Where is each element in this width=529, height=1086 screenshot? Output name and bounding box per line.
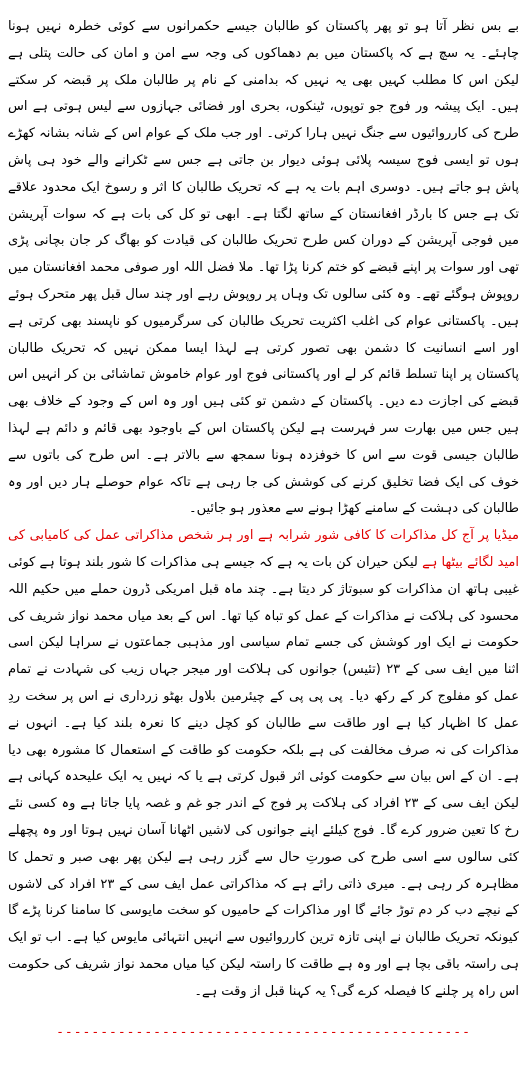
highlighted-sentence: میڈیا پر آج کل مذاکرات کا کافی شور شرابہ ہے اور ہر شخص مذاکراتی عمل کی کامیابی کی امید لگائے بیٹھا ہے [8,528,519,570]
article-body [8,14,519,1005]
article-paragraph-1: بے بس نظر آتا ہو تو پھر پاکستان کو طالبان جیسے حکمرانوں سے کوئی خطرہ نہیں ہونا چاہئے۔ یہ سچ ہے کہ پاکستان میں بم دھماکوں کی وجہ سے امن و امان کی حالت پتلی ہے لیکن اس کا مطلب کہیں بھی یہ نہیں کہ بدامنی کے نام پر طالبان ملک پر قبضہ کر سکتے ہیں۔ ایک پیشہ ور فوج جو توپوں، ٹینکوں، بحری اور فضائی جہازوں سے لیس ہوتی ہے اس طرح کی کارروائیوں سے جنگ نہیں ہارا کرتی۔ اور جب ملک کے عوام اس کے شانہ بشانہ کھڑے ہوں تو ایسی فوج سیسہ پلائی ہوئی دیوار بن جاتی ہے جس سے ٹکرانے والے خود ہی پاش پاش ہو جاتے ہیں۔ دوسری اہم بات یہ ہے کہ تحریک طالبان کا اثر و رسوخ ایک محدود علاقے تک ہے جس کا بارڈر افغانستان کے ساتھ لگتا ہے۔ ابھی تو کل کی بات ہے کہ سوات آپریشن میں فوجی آپریشن کے دوران کس طرح تحریک طالبان کی قیادت کو بھاگ کر جان بچانی پڑی تھی اور سوات پر اپنے قبضے کو ختم کرنا پڑا تھا۔ ملا فضل اللہ اور صوفی محمد افغانستان میں روپوش ہوگئے تھے۔ وہ کئی سالوں تک وہاں پر روپوش رہے اور چند سال قبل پھر متحرک ہوئے ہیں۔ پاکستانی عوام کی اغلب اکثریت تحریک طالبان کی سرگرمیوں کو ناپسند بھی کرتی ہے اور اسے انسانیت کا دشمن بھی تصور کرتی ہے لہذا ایسا ممکن نہیں کہ تحریک طالبان پاکستان پر اپنا تسلط قائم کر لے اور پاکستانی فوج اور عوام خاموش تماشائی بن کر انہیں اس قبضے کی اجازت دے دیں۔ پاکستان کے دشمن تو کئی ہیں اور وہ اس کے وجود کے خلاف بھی ہیں جس میں بھارت سر فہرست ہے لیکن پاکستان اس کے باوجود بھی قائم و دائم ہے لہذا طالبان جیسی قوت سے اس کا خوفزدہ ہونا سمجھ سے بالاتر ہے۔ اس طرح کی باتوں سے خوف کی ایک فضا تخلیق کرنے کی کوشش کی جا رہی ہے تاکہ عوام حوصلے ہار دیں اور وہ طالبان کی دہشت کے سامنے کھڑا ہونے سے معذور ہو جائیں۔ [8,19,519,517]
dashed-divider: ----------------------------------------------- [56,1025,471,1041]
paragraph-2-text: لیکن حیران کن بات یہ ہے کہ جیسے ہی مذاکرات کا شور بلند ہوتا ہے کوئی غیبی ہاتھ ان مذاکرات کو سبوتاژ کر دیتا ہے۔ چند ماہ قبل امریکی ڈرون حملے میں حکیم اللہ محسود کی ہلاکت نے مذاکرات کے عمل کو تباہ کیا تھا۔ اس کے بعد میاں محمد نواز شریف کی حکومت نے ایک اور کوشش کی جسے تمام سیاسی اور مذہبی جماعتوں نے سراہا لیکن اسی اثنا میں ایف سی کے ۲۳ (تئیس) جوانوں کی ہلاکت اور میجر جہاں زیب کی شہادت نے تمام عمل کو مفلوج کر کے رکھ دیا۔ پی پی پی کے چیئرمین بلاول بھٹو زرداری نے اس پر سخت ردِ عمل کا اظہار کیا ہے اور طاقت سے طالبان کو کچل دینے کا نعرہ بلند کیا ہے۔ انہوں نے مذاکرات کی نہ صرف مخالفت کی ہے بلکہ حکومت کو طاقت کے استعمال کا مشورہ بھی دیا ہے۔ ان کے اس بیان سے حکومت کوئی اثر قبول کرتی ہے یا کہ نہیں یہ ایک علیحدہ کہانی ہے لیکن ایف سی کے ۲۳ افراد کی ہلاکت پر فوج کے اندر جو غم و غصہ پایا جاتا ہے وہ کسی نئے رخ کا تعین ضرور کرے گا۔ فوج کیلئے اپنے جوانوں کی لاشیں اٹھانا آسان نہیں ہوتا اور وہ پچھلے کئی سالوں سے اسی طرح کی صورتِ حال سے گزر رہی ہے لیکن پھر بھی صبر و تحمل کا مظاہرہ کر رہی ہے۔ میری ذاتی رائے ہے کہ مذاکراتی عمل ایف سی کے ۲۳ افراد کی لاشوں کے نیچے دب کر دم توڑ جائے گا اور مذاکرات کے حامیوں کو سخت مایوسی کا سامنا کرنا پڑے گا کیونکہ تحریک طالبان نے اپنی تازہ ترین کارروائیوں سے انہیں انتہائی مایوس کیا ہے۔ اب تو ایک ہی راستہ باقی بچا ہے اور وہ ہے طاقت کا راستہ لیکن کیا میاں محمد نواز شریف کی حکومت اس راہ پر چلنے کا فیصلہ کرے گی؟ یہ کہنا قبل از وقت ہے۔ [8,554,519,999]
article-paragraph-2 [8,523,519,1005]
